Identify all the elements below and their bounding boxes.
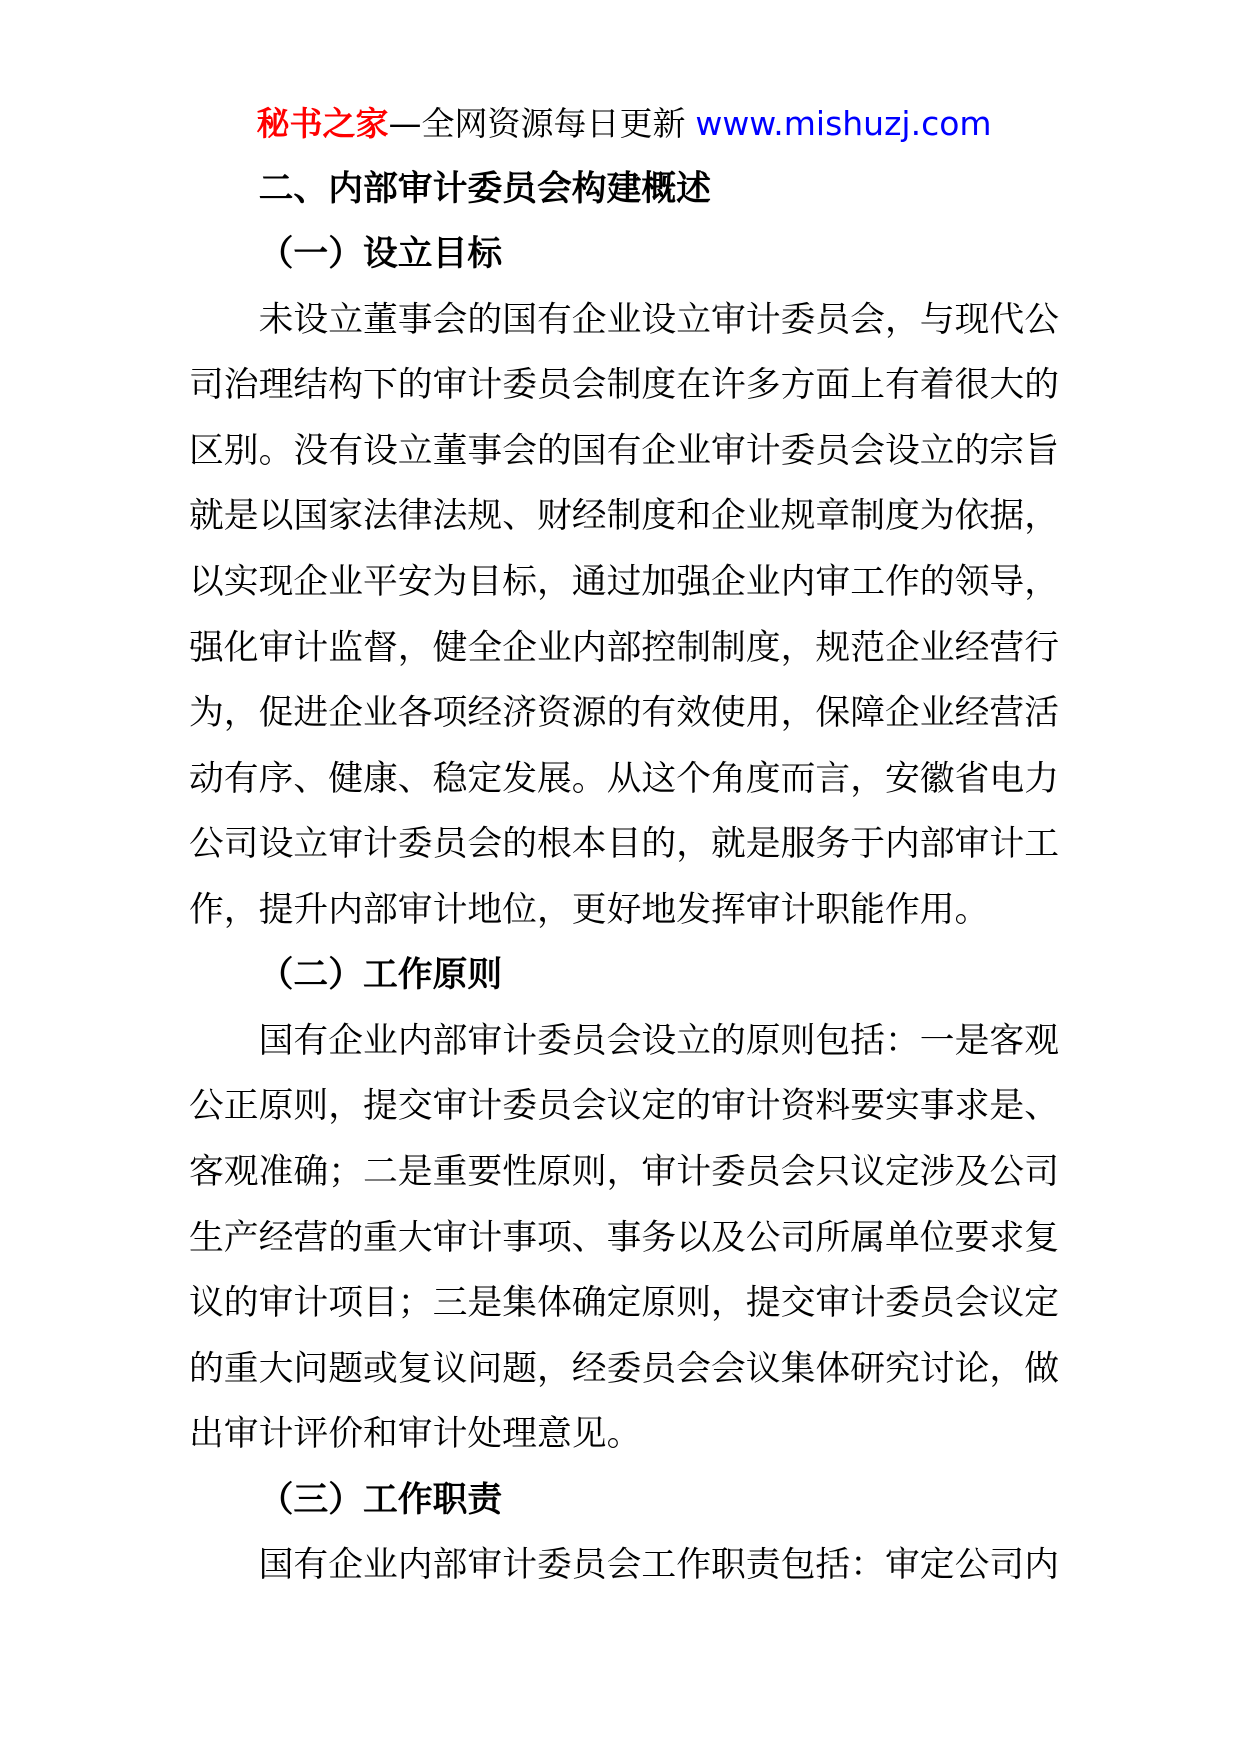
subsection-duties	[189, 1468, 1059, 1599]
section-title: 二、内部审计委员会构建概述	[258, 168, 711, 209]
paragraph-line: 公司设立审计委员会的根本目的，就是服务于内部审计工	[189, 824, 1059, 865]
paragraph-line: 未设立董事会的国有企业设立审计委员会，与现代公	[258, 299, 1059, 340]
paragraph	[189, 288, 1059, 944]
paragraph-line: 作，提升内部审计地位，更好地发挥审计职能作用。	[189, 889, 990, 930]
paragraph-line: 的重大问题或复议问题，经委员会会议集体研究讨论，做	[189, 1348, 1059, 1389]
paragraph	[189, 1533, 1059, 1599]
document-body	[189, 91, 1059, 1599]
paragraph-line: 出审计评价和审计处理意见。	[189, 1414, 642, 1455]
subsection-principles	[189, 943, 1059, 1468]
paragraph-line: 司治理结构下的审计委员会制度在许多方面上有着很大的	[189, 365, 1059, 406]
paragraph-line: 国有企业内部审计委员会工作职责包括：审定公司内	[258, 1545, 1059, 1586]
site-url: www.mishuzj.com	[695, 104, 992, 143]
paragraph-line: 区别。没有设立董事会的国有企业审计委员会设立的宗旨	[189, 430, 1059, 471]
paragraph-line: 为，促进企业各项经济资源的有效使用，保障企业经营活	[189, 693, 1059, 734]
subsection-heading: （三）工作职责	[258, 1479, 503, 1520]
paragraph-line: 客观准确；二是重要性原则，审计委员会只议定涉及公司	[189, 1152, 1059, 1192]
subsection-goals	[189, 222, 1059, 943]
paragraph	[189, 1009, 1059, 1468]
paragraph-line: 国有企业内部审计委员会设立的原则包括：一是客观	[258, 1020, 1059, 1061]
paragraph-line: 动有序、健康、稳定发展。从这个角度而言，安徽省电力	[189, 758, 1059, 799]
subsection-heading: （二）工作原则	[258, 955, 503, 996]
paragraph-line: 公正原则，提交审计委员会议定的审计资料要实事求是、	[189, 1086, 1059, 1127]
paragraph-line: 强化审计监督，健全企业内部控制制度，规范企业经营行	[189, 627, 1059, 668]
site-header	[189, 91, 1059, 157]
paragraph-line: 生产经营的重大审计事项、事务以及公司所属单位要求复	[189, 1217, 1059, 1258]
paragraph-line: 就是以国家法律法规、财经制度和企业规章制度为依据，	[189, 496, 1059, 537]
subsection-heading: （一）设立目标	[258, 234, 503, 275]
paragraph-line: 议的审计项目；三是集体确定原则，提交审计委员会议定	[189, 1283, 1059, 1324]
site-brand: 秘书之家	[256, 104, 389, 143]
paragraph-line: 以实现企业平安为目标，通过加强企业内审工作的领导，	[189, 561, 1059, 602]
site-tagline: —全网资源每日更新	[388, 104, 686, 143]
